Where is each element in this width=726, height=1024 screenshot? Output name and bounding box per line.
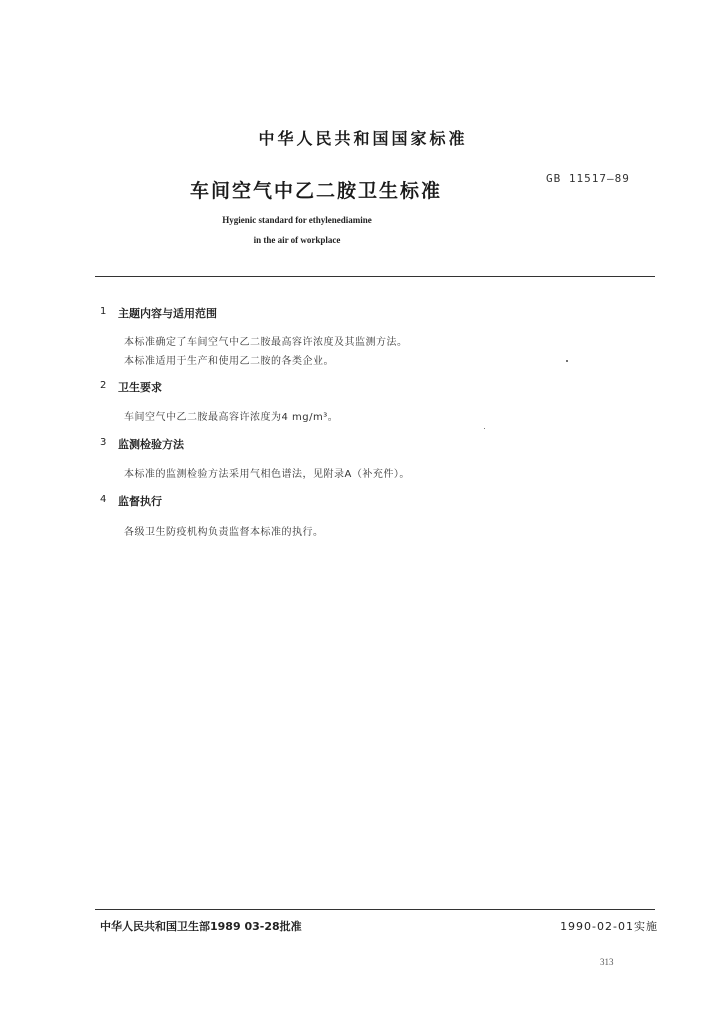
- english-title-line-1: Hygienic standard for ethylenediamine: [222, 215, 372, 225]
- section-number: 2: [100, 380, 107, 391]
- section-number: 4: [100, 494, 107, 505]
- scan-speck: [484, 428, 485, 429]
- scan-speck: [566, 360, 568, 362]
- section-heading: 监测检验方法: [118, 438, 184, 451]
- section-heading: 卫生要求: [118, 381, 162, 394]
- section-paragraph: 各级卫生防疫机构负责监督本标准的执行。: [124, 527, 324, 538]
- section-paragraph: 本标准的监测检验方法采用气相色谱法，见附录A（补充件）。: [124, 469, 410, 480]
- header-divider: [95, 276, 655, 277]
- standard-code: GB 11517—89: [546, 172, 630, 185]
- section-number: 3: [100, 437, 107, 448]
- section-paragraph: 本标准确定了车间空气中乙二胺最高容许浓度及其监测方法。: [124, 337, 408, 348]
- section-number: 1: [100, 306, 107, 317]
- footer-divider: [95, 909, 655, 910]
- national-standard-heading: 中华人民共和国国家标准: [258, 129, 468, 148]
- section-heading: 监督执行: [118, 495, 162, 508]
- section-paragraph: 本标准适用于生产和使用乙二胺的各类企业。: [124, 356, 334, 367]
- page-number: 313: [600, 957, 614, 967]
- section-paragraph: 车间空气中乙二胺最高容许浓度为4 mg/m³。: [124, 412, 339, 423]
- english-title-line-2: in the air of workplace: [253, 235, 341, 245]
- approval-note: 中华人民共和国卫生部1989 03-28批准: [100, 920, 302, 933]
- section-heading: 主题内容与适用范围: [118, 307, 217, 320]
- document-title: 车间空气中乙二胺卫生标准: [190, 180, 443, 202]
- effective-date: 1990-02-01实施: [560, 920, 658, 933]
